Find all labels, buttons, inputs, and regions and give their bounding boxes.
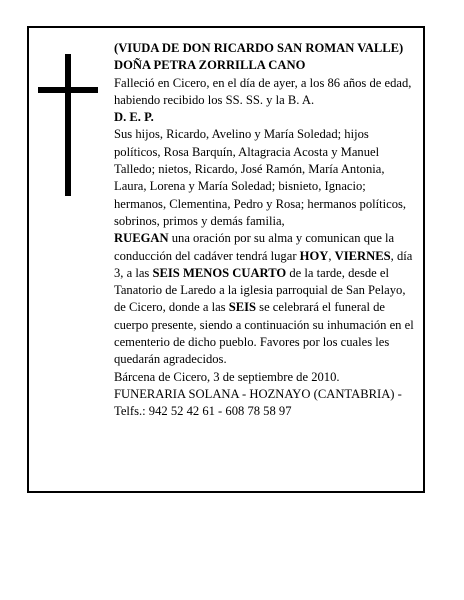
service-separator: , xyxy=(328,248,335,263)
obituary-text xyxy=(114,40,414,421)
cross-horizontal-bar xyxy=(38,87,98,93)
widow-line: (VIUDA DE DON RICARDO SAN ROMAN VALLE) xyxy=(114,41,404,55)
sacraments-line: habiendo recibido los SS. SS. y la B. A. xyxy=(114,92,315,107)
hoy-word: HOY xyxy=(299,248,329,263)
service-text-2: , día 3, a las xyxy=(114,248,413,280)
service-text-1: una oración por su alma y comunican que la conducción del cadáver tendrá lugar xyxy=(114,231,395,263)
deceased-name: DOÑA PETRA ZORRILLA CANO xyxy=(114,58,306,73)
place-date-line: Bárcena de Cicero, 3 de septiembre de 2010. xyxy=(114,369,340,384)
cross-vertical-bar xyxy=(65,54,71,196)
viernes-word: VIERNES xyxy=(334,248,391,263)
funeral-home-line: FUNERARIA SOLANA - HOZNAYO (CANTABRIA) - Telfs.: 942 52 42 61 - 608 78 58 97 xyxy=(114,386,402,419)
death-line: Falleció en Cicero, en el día de ayer, a los 86 años de edad, xyxy=(114,75,412,90)
service-time: SEIS MENOS CUARTO xyxy=(152,265,287,280)
ruegan-word: RUEGAN xyxy=(114,231,169,246)
family-paragraph: Sus hijos, Ricardo, Avelino y María Soledad; hijos políticos, Rosa Barquín, Altagracia Acosta y Manuel Talledo; nietos, Ricardo, José Ramón, María Antonia, Laura, Lorena y María Soledad; bisnieto, Ignacio; hermanos, Clementina, Pedro y Rosa; hermanos políticos, sobrinos, primos y demás familia, xyxy=(114,127,407,228)
service-text-4: se celebrará el funeral de cuerpo presente, siendo a continuación su inhumación en el cementerio de dicho pueblo. Favores por los cuales les quedarán agradecidos. xyxy=(114,300,414,367)
dep-line: D. E. P. xyxy=(114,110,154,125)
service-paragraph xyxy=(114,230,414,368)
funeral-time: SEIS xyxy=(228,300,257,315)
cross-icon xyxy=(38,54,98,196)
service-text-3: de la tarde, desde el Tanatorio de Laredo a la iglesia parroquial de San Pelayo, de Cicero, donde a las xyxy=(114,265,406,315)
